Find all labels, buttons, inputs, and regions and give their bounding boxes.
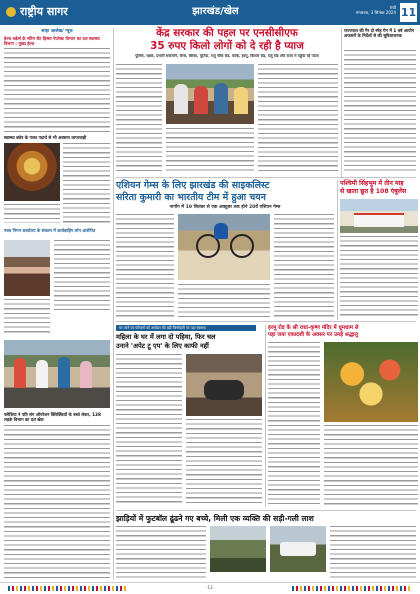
footer-color-strip-left	[8, 586, 128, 591]
temple-headline-line2: पड़ा जया एकादशी के अवसर पर उमड़े श्रद्धालु	[268, 332, 359, 338]
mid-body-col1	[116, 354, 182, 506]
bottom-photo-2	[270, 526, 326, 572]
left-story2-body	[63, 143, 110, 223]
mid-headline-line2: उनाने 'अपेट टू एप' के लिए काफी नहीं	[116, 342, 209, 350]
lead-headline-line2: 35 रुपए किलो लोगों को दे रही है प्याज	[150, 40, 304, 52]
lead-body-col3	[258, 64, 338, 174]
mid-headline-line1: महिला के घर में लगा दो पहिया, फिर चल	[116, 333, 216, 341]
left-story1-body	[4, 48, 110, 132]
mid-body-col2	[186, 419, 262, 506]
left-story1-headline: हेल्थ वर्कर्स के सोरेन सेंट हिस्सा ऐप्लेक्ट विभाग का दल स्वास्थ्य विभाग : मुख्य हेल्थ	[4, 36, 100, 47]
bottom-headline: झाड़ियों में फुटबॉल ढूंढने गए बच्चे, मिली एक व्यक्ति की सड़ी-गली लाश	[116, 514, 314, 523]
right-headline: राज्यपाल की गैर दो स्नेह गेम में 1 वर्ष आयोग अफसरों के निर्देशों से की सुविधाजनक	[344, 28, 415, 39]
temple-body-col2	[324, 425, 418, 506]
sports-headline-line1: एशियन गेम्स के लिए झारखंड की साइकलिस्ट	[116, 180, 270, 191]
page-number: 11	[400, 3, 417, 22]
left-story4-body	[4, 425, 110, 579]
sports-body-col1	[116, 214, 174, 317]
paper-name: राष्ट्रीय सागर	[6, 3, 116, 21]
masthead	[0, 0, 420, 25]
sports-headline-line2: सरिता कुमारी का भारतीय टीम में हुआ चयन	[116, 192, 266, 203]
column-rule-right-mid	[337, 180, 338, 320]
hospital-headline-line1: पश्चिमी सिंहभूम में तीन माह	[340, 180, 404, 187]
column-rule-right-top	[341, 28, 342, 178]
hospital-photo	[340, 199, 418, 233]
sports-body-col3	[274, 214, 334, 317]
lead-body-col1	[116, 64, 162, 174]
lead-headline-line1: केंद्र सरकार की पहल पर एनसीसीएफ	[156, 27, 298, 39]
scooter-photo	[186, 354, 262, 416]
bottom-body-col2	[330, 526, 416, 580]
left-story3-headline: नवध निगम कार्यालय के संकल्प में कार्यवाहिंग लोग आरोपित	[4, 228, 96, 233]
column-rule-mid	[265, 325, 266, 507]
temple-headline-line1: हरमू रोड के श्री राधा-कृष्ण मंदिर में धूमधाम से	[268, 325, 359, 331]
left-story3-body-2	[4, 299, 50, 335]
dateline: रांची मंगलवार, 3 सितंबर 2024	[355, 5, 396, 15]
sports-body-col2	[178, 284, 270, 317]
left-story2-body-2	[4, 204, 60, 223]
section-rule-3	[116, 510, 416, 511]
hospital-headline-line2: से खाता छूत है 108 एंबुलेंस	[340, 188, 407, 195]
left-kicker: साहा आलेख/ न्यूज़	[41, 29, 73, 34]
left-story2-headline: स्वास्थ्य वर्कर के गलत पदार्थ से भी अवसान लापरवाही	[4, 135, 87, 140]
bottom-body-col1	[116, 526, 206, 580]
paper-logo-icon	[6, 7, 16, 17]
cyclist-photo	[178, 214, 270, 280]
lead-body-col2	[166, 128, 254, 174]
right-body	[344, 50, 416, 174]
left-story4-headline: फ्लैशिया ने पति संग ऑपरेशन क्लिक्कियों के बच्चे लेकर, 138 लड़के विभाग का दल खेल	[4, 412, 101, 423]
crowd-photo	[4, 340, 110, 408]
sports-deck: नागोंग में 19 सितंबर से एक अक्टूबर तक होने 20वें एशियन गेम्स	[169, 205, 281, 210]
hospital-body	[340, 236, 418, 318]
left-story3-body	[54, 240, 110, 310]
section-title: झारखंड/खेल	[192, 6, 239, 17]
footer-color-strip-right	[292, 586, 412, 591]
portrait-photo	[4, 240, 50, 296]
bottom-photo-1	[210, 526, 266, 572]
temple-photo	[324, 342, 418, 422]
onion-sale-photo	[166, 64, 254, 124]
mid-strip: मर जाने पर परिजनों को आवेदन की बड़ी जिम्मेदारी पर पड़ा स्वास्थ्य	[116, 325, 256, 331]
page-footer	[0, 582, 420, 594]
footer-page-marker: -11-	[206, 585, 214, 590]
idol-photo	[4, 143, 60, 201]
section-rule-1	[116, 177, 416, 178]
column-rule-left	[113, 28, 114, 580]
section-rule-2	[116, 321, 416, 322]
temple-body-col1	[268, 342, 320, 506]
lead-deck: पुलिस, रक्षक, प्रभारी सरोजनि, रिम्स, बिरसा, चुटिया, रातू चौक रोड, कांके, हरमू, किशोर रोड, रातू रोड और राजा में पहुंचा रहे प्याज	[135, 54, 319, 58]
